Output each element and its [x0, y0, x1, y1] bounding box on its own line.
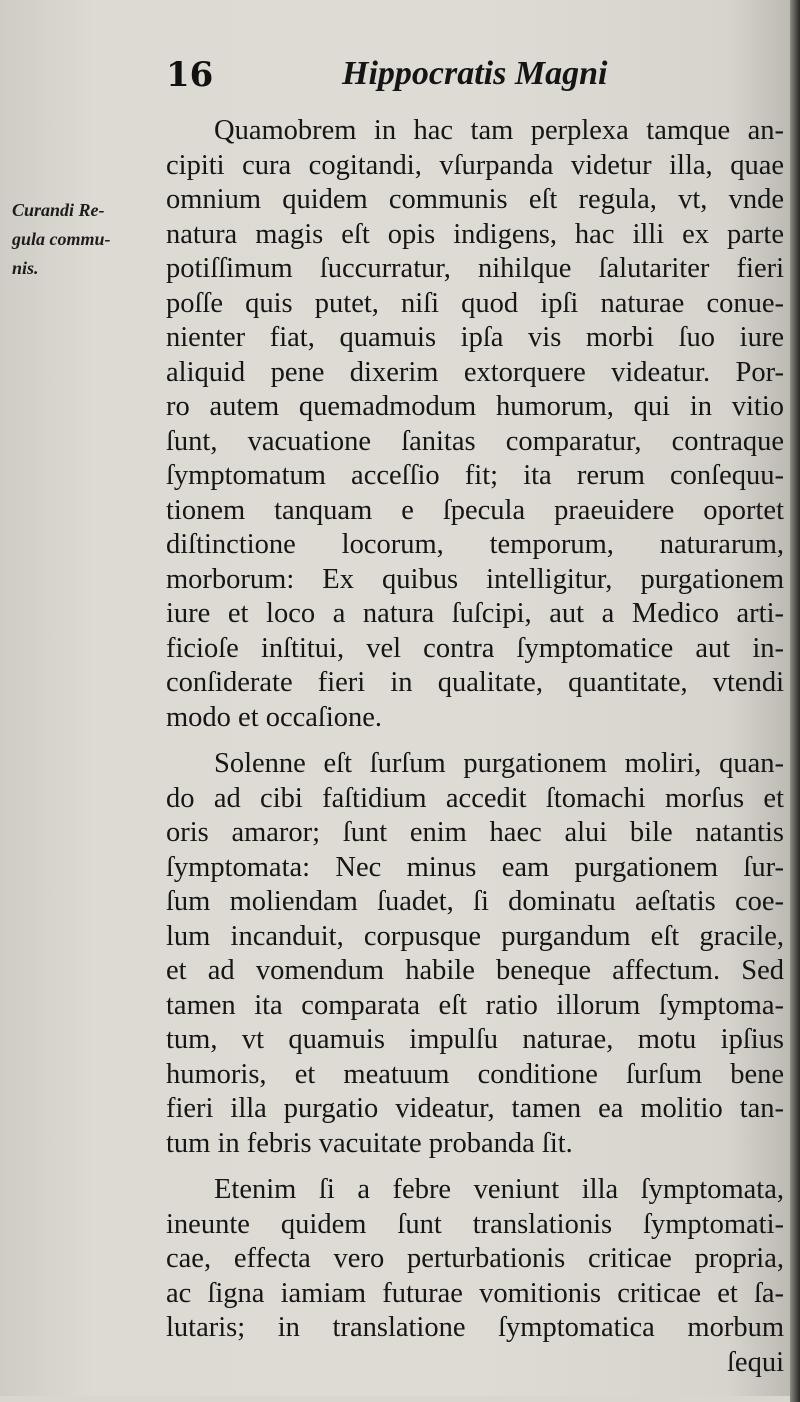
text-line: ſum moliendam ſuadet, ſi dominatu aeſtatis coe-: [166, 886, 784, 917]
text-line: ſymptomata: Nec minus eam purgationem ſur-: [166, 851, 784, 883]
text-line: Solenne eſt ſurſum purgationem moliri, quan-: [214, 748, 784, 779]
marginal-note-line: Curandi Re-: [12, 200, 105, 220]
page-header: [0, 55, 790, 99]
text-line: lum incanduit, corpusque purgandum eſt gracile,: [166, 920, 784, 952]
text-line: nienter fiat, quamuis ipſa vis morbi ſuo iure: [166, 322, 784, 353]
text-line: potiſſimum ſuccurratur, nihilque ſalutariter fieri: [166, 253, 784, 284]
marginal-note-line: nis.: [12, 258, 39, 278]
text-line: Quamobrem in hac tam perplexa tamque an-: [214, 115, 784, 146]
marginal-note-line: gula commu-: [12, 229, 111, 249]
text-line: Etenim ſi a febre veniunt illa ſymptomata,: [214, 1174, 784, 1205]
paragraph-3: [166, 1173, 784, 1380]
text-line: lutaris; in translatione ſymptomatica morbum: [166, 1312, 784, 1343]
text-line: modo et occaſione.: [166, 701, 383, 733]
text-line: tamen ita comparata eſt ratio illorum ſymptoma-: [166, 989, 784, 1021]
page-number: 16: [166, 55, 214, 95]
text-line: do ad cibi faſtidium accedit ſtomachi morſus et: [166, 782, 784, 814]
text-line: aliquid pene dixerim extorquere videatur. Por-: [166, 356, 784, 388]
text-line: oris amaror; ſunt enim haec alui bile natantis: [166, 817, 784, 848]
text-line: cipiti cura cogitandi, vſurpanda videtur illa, quae: [166, 149, 784, 181]
text-line: fieri illa purgatio videatur, tamen ea molitio tan-: [166, 1093, 784, 1124]
text-line: ſunt, vacuatione ſanitas comparatur, contraque: [166, 425, 784, 457]
text-line: ficioſe inſtitui, vel contra ſymptomatice aut in-: [166, 632, 784, 664]
text-line: diſtinctione locorum, temporum, naturarum,: [166, 529, 784, 560]
text-line: poſſe quis putet, niſi quod ipſi naturae conue-: [166, 287, 784, 319]
text-line: tum in febris vacuitate probanda ſit.: [166, 1127, 573, 1159]
text-line: morborum: Ex quibus intelligitur, purgationem: [166, 563, 784, 595]
text-line: ac ſigna iamiam futurae vomitionis criticae et ſa-: [166, 1277, 784, 1309]
running-head: Hippocratis Magni: [342, 55, 608, 92]
text-line: ſymptomatum acceſſio fit; ita rerum conſequu-: [166, 460, 784, 491]
text-line: ineunte quidem ſunt translationis ſymptomati-: [166, 1208, 784, 1240]
paragraph-2: [166, 747, 784, 1161]
paragraph-1: [166, 114, 784, 735]
marginal-note: [12, 196, 162, 283]
catchword: ſequi: [727, 1346, 784, 1378]
text-line: conſiderate fieri in qualitate, quantitate, vtendi: [166, 667, 784, 698]
text-line: omnium quidem communis eſt regula, vt, vnde: [166, 184, 784, 215]
text-line: tionem tanquam e ſpecula praeuidere oportet: [166, 494, 784, 526]
text-line: natura magis eſt opis indigens, hac illi ex parte: [166, 218, 784, 250]
page-edge-shadow: [790, 0, 800, 1402]
text-line: tum, vt quamuis impulſu naturae, motu ipſius: [166, 1024, 784, 1055]
text-line: cae, effecta vero perturbationis criticae propria,: [166, 1243, 784, 1274]
text-line: iure et loco a natura ſuſcipi, aut a Medico arti-: [166, 598, 784, 629]
body-text: [166, 114, 784, 1380]
text-line: ro autem quemadmodum humorum, qui in vitio: [166, 391, 784, 422]
text-line: et ad vomendum habile beneque affectum. Sed: [166, 955, 784, 986]
text-line: humoris, et meatuum conditione ſurſum bene: [166, 1058, 784, 1090]
